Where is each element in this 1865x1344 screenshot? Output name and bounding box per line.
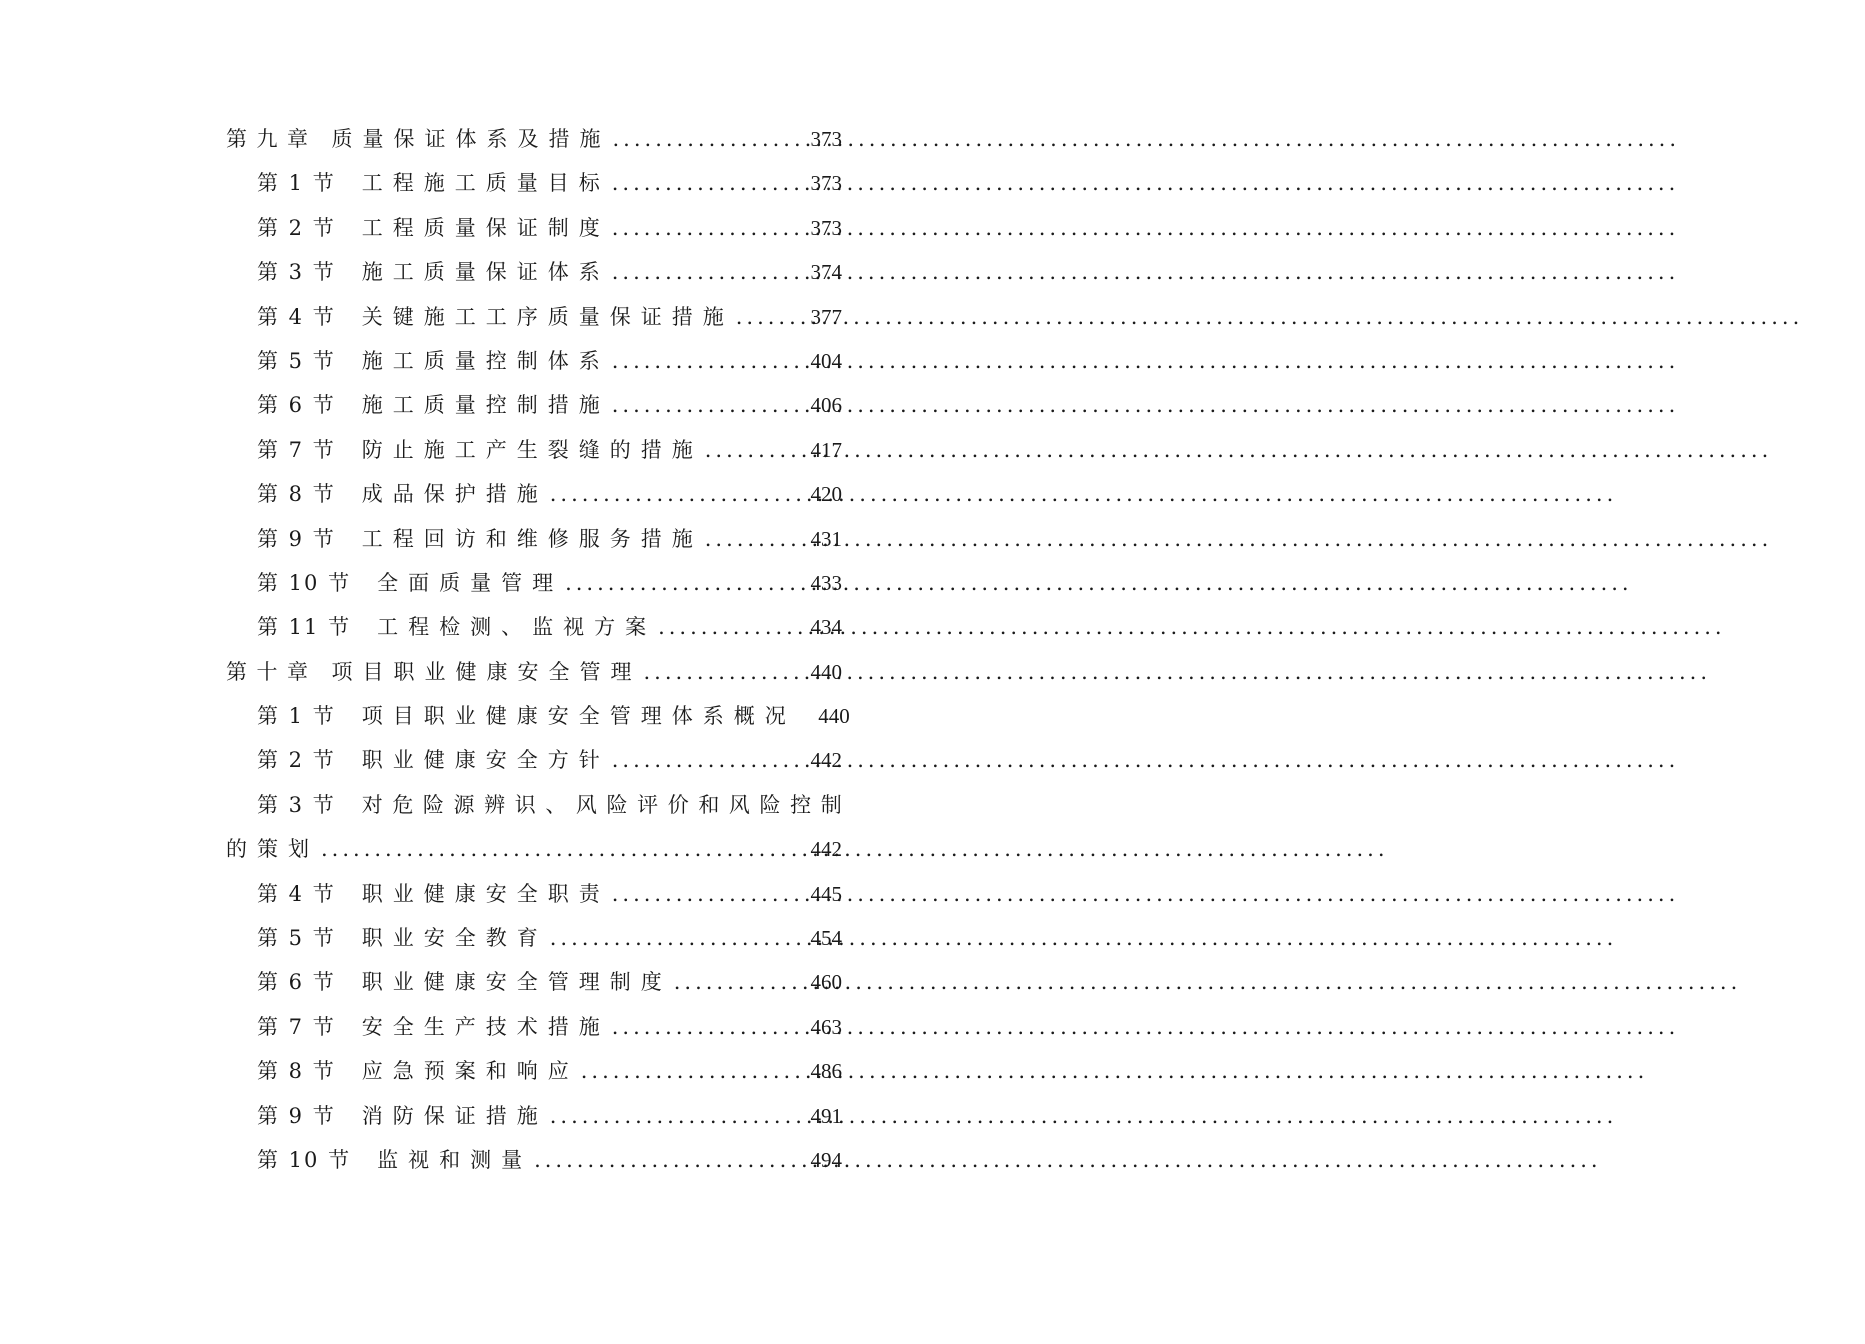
page-number: 442 — [810, 748, 842, 773]
section-label: 第 3 节 — [257, 260, 336, 285]
entry-title: 全面质量管理 — [377, 570, 564, 595]
section-label: 第 1 节 — [257, 171, 336, 196]
entry-title: 职业健康安全方针 — [361, 748, 610, 773]
page-number: 404 — [810, 348, 842, 373]
page-number: 460 — [810, 970, 842, 995]
toc-section-entry[interactable] — [226, 1138, 842, 1182]
page-number: 373 — [810, 171, 842, 196]
dot-leader — [550, 472, 790, 516]
page-number: 433 — [810, 570, 842, 595]
dot-leader — [550, 1094, 790, 1138]
page-number: 486 — [810, 1059, 842, 1084]
toc-section-entry[interactable] — [226, 1049, 842, 1093]
entry-title: 工程回访和维修服务措施 — [361, 526, 703, 551]
entry-title: 职业健康安全管理制度 — [361, 970, 672, 995]
toc-section-entry[interactable] — [226, 783, 852, 827]
dot-leader — [534, 1138, 790, 1182]
section-label: 第 9 节 — [257, 1103, 336, 1128]
toc-section-entry[interactable] — [226, 206, 842, 250]
entry-title: 施工质量控制体系 — [361, 348, 610, 373]
chapter-label: 第十章 — [226, 659, 318, 684]
section-label: 第 10 节 — [257, 1147, 352, 1172]
page-number: 431 — [810, 526, 842, 551]
page-number: 377 — [810, 304, 842, 329]
toc-section-entry[interactable] — [226, 872, 842, 916]
section-label: 第 7 节 — [257, 437, 336, 462]
toc-entry-continuation[interactable] — [226, 827, 842, 871]
dot-leader — [644, 650, 791, 694]
section-label: 第 11 节 — [257, 615, 352, 640]
toc-section-entry[interactable] — [226, 161, 842, 205]
dot-leader — [613, 117, 791, 161]
page-number: 494 — [810, 1147, 842, 1172]
toc-section-entry[interactable] — [226, 738, 842, 782]
entry-title: 职业安全教育 — [361, 926, 548, 951]
section-label: 第 5 节 — [257, 348, 336, 373]
dot-leader — [612, 250, 790, 294]
entry-title: 成品保护措施 — [361, 482, 548, 507]
entry-title: 安全生产技术措施 — [361, 1014, 610, 1039]
page-number: 463 — [810, 1014, 842, 1039]
page-number: 491 — [810, 1103, 842, 1128]
section-label: 第 6 节 — [257, 393, 336, 418]
dot-leader — [321, 827, 790, 871]
entry-title: 对危险源辨识、风险评价和风险控制 — [361, 792, 852, 817]
dot-leader — [612, 738, 790, 782]
toc-section-entry[interactable] — [226, 250, 842, 294]
page-number: 406 — [810, 393, 842, 418]
section-label: 第 1 节 — [257, 704, 336, 729]
page-number: 440 — [810, 659, 842, 684]
section-label: 第 6 节 — [257, 970, 336, 995]
page-number: 417 — [810, 437, 842, 462]
entry-title: 质量保证体系及措施 — [331, 127, 611, 151]
entry-title: 监视和测量 — [377, 1147, 533, 1172]
toc-section-entry[interactable] — [226, 339, 842, 383]
entry-title: 施工质量保证体系 — [361, 260, 610, 285]
entry-title: 职业健康安全职责 — [361, 881, 610, 906]
entry-title: 关键施工工序质量保证措施 — [361, 304, 734, 329]
dot-leader — [705, 428, 790, 472]
toc-section-entry[interactable] — [226, 383, 842, 427]
dot-leader — [674, 960, 790, 1004]
toc-chapter-entry[interactable] — [226, 117, 842, 161]
section-label: 第 7 节 — [257, 1014, 336, 1039]
section-label: 第 3 节 — [257, 792, 336, 817]
entry-title: 工程质量保证制度 — [361, 215, 610, 240]
entry-title: 施工质量控制措施 — [361, 393, 610, 418]
dot-leader — [705, 517, 790, 561]
dot-leader — [736, 295, 790, 339]
page-number: 374 — [810, 260, 842, 285]
toc-section-entry[interactable] — [226, 472, 842, 516]
section-label: 第 4 节 — [257, 881, 336, 906]
page-number: 434 — [810, 615, 842, 640]
page-number: 373 — [810, 127, 842, 151]
table-of-contents — [226, 117, 852, 1182]
toc-section-entry[interactable] — [226, 694, 850, 738]
chapter-label: 第九章 — [226, 127, 318, 151]
toc-section-entry[interactable] — [226, 916, 842, 960]
page-number: 440 — [818, 704, 850, 729]
dot-leader — [581, 1049, 790, 1093]
page-number: 445 — [810, 881, 842, 906]
entry-title: 项目职业健康安全管理体系概况 — [361, 704, 796, 729]
page-number: 373 — [810, 215, 842, 240]
dot-leader — [550, 916, 790, 960]
section-label: 第 9 节 — [257, 526, 336, 551]
section-label: 第 5 节 — [257, 926, 336, 951]
dot-leader — [612, 1005, 790, 1049]
toc-section-entry[interactable] — [226, 605, 842, 649]
entry-title: 项目职业健康安全管理 — [331, 659, 642, 684]
entry-title: 消防保证措施 — [361, 1103, 548, 1128]
toc-section-entry[interactable] — [226, 295, 842, 339]
toc-section-entry[interactable] — [226, 561, 842, 605]
dot-leader — [658, 605, 790, 649]
entry-title: 应急预案和响应 — [361, 1059, 579, 1084]
dot-leader — [565, 561, 790, 605]
dot-leader — [612, 161, 790, 205]
page-number: 420 — [810, 482, 842, 507]
page-number: 454 — [810, 926, 842, 951]
toc-section-entry[interactable] — [226, 1005, 842, 1049]
section-label: 第 8 节 — [257, 482, 336, 507]
section-label: 第 4 节 — [257, 304, 336, 329]
section-label: 第 2 节 — [257, 215, 336, 240]
dot-leader — [612, 206, 790, 250]
section-label: 第 2 节 — [257, 748, 336, 773]
toc-section-entry[interactable] — [226, 1094, 842, 1138]
toc-section-entry[interactable] — [226, 960, 842, 1004]
dot-leader — [612, 872, 790, 916]
entry-title: 工程检测、监视方案 — [377, 615, 657, 640]
entry-title: 工程施工质量目标 — [361, 171, 610, 196]
entry-title: 防止施工产生裂缝的措施 — [361, 437, 703, 462]
dot-leader — [612, 383, 790, 427]
toc-chapter-entry[interactable] — [226, 650, 842, 694]
page-number: 442 — [810, 837, 842, 862]
entry-title-continued: 的策划 — [226, 837, 319, 862]
toc-section-entry[interactable] — [226, 428, 842, 472]
section-label: 第 10 节 — [257, 570, 352, 595]
section-label: 第 8 节 — [257, 1059, 336, 1084]
toc-section-entry[interactable] — [226, 517, 842, 561]
dot-leader — [612, 339, 790, 383]
